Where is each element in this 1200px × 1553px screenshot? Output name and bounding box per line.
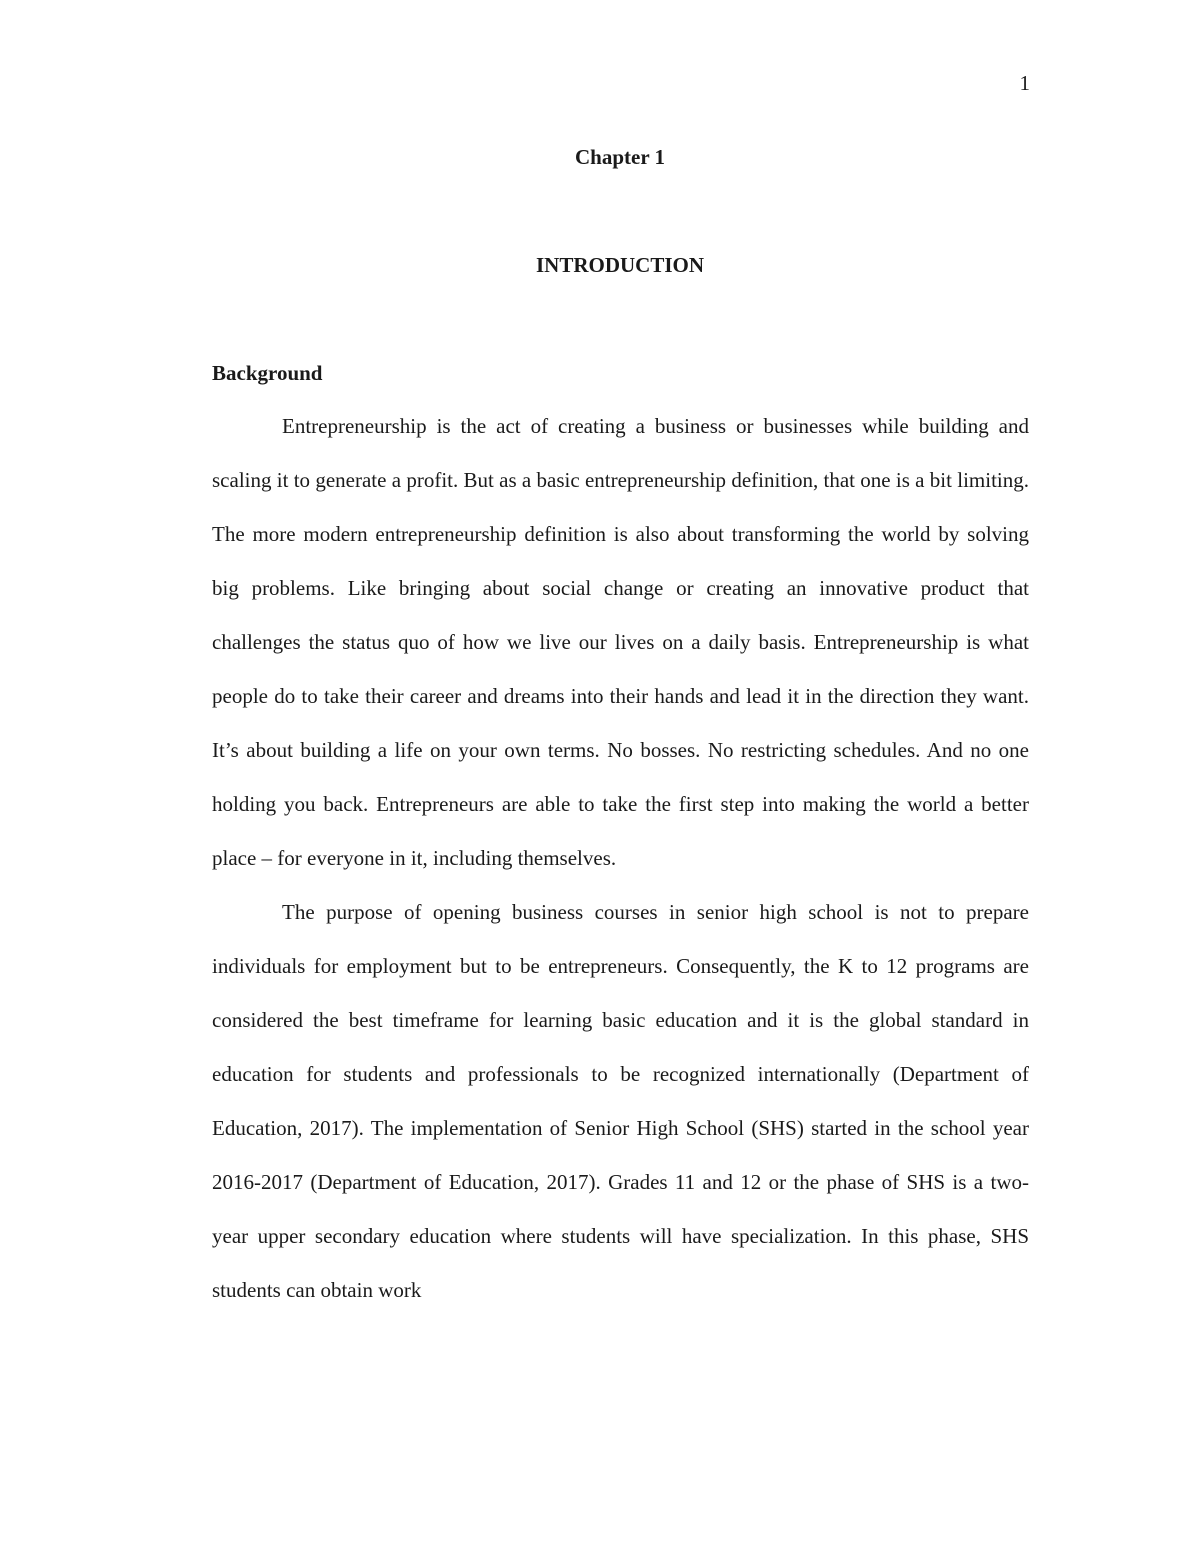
body-text [212, 399, 1029, 1317]
paragraph-2: The purpose of opening business courses in senior high school is not to prepare individuals for employment but to be entrepreneurs. Consequently, the K to 12 programs are considered the best timeframe for learning basic education and it is the global standard in education for students and professionals to be recognized internationally (Department of Education, 2017). The implementation of Senior High School (SHS) started in the school year 2016-2017 (Department of Education, 2017). Grades 11 and 12 or the phase of SHS is a two-year upper secondary education where students will have specialization. In this phase, SHS students can obtain work [212, 900, 1029, 1302]
page-number: 1 [1019, 71, 1030, 95]
paragraph-1: Entrepreneurship is the act of creating a business or businesses while building and scaling it to generate a profit. But as a basic entrepreneurship definition, that one is a bit limiting. The more modern entrepreneurship definition is also about transforming the world by solving big problems. Like bringing about social change or creating an innovative product that challenges the status quo of how we live our lives on a daily basis. Entrepreneurship is what people do to take their career and dreams into their hands and lead it in the direction they want. It’s about building a life on your own terms. No bosses. No restricting schedules. And no one holding you back. Entrepreneurs are able to take the first step into making the world a better place – for everyone in it, including themselves. [212, 414, 1029, 870]
section-title: INTRODUCTION [535, 253, 705, 277]
chapter-title: Chapter 1 [574, 145, 666, 169]
background-heading: Background [212, 361, 323, 385]
